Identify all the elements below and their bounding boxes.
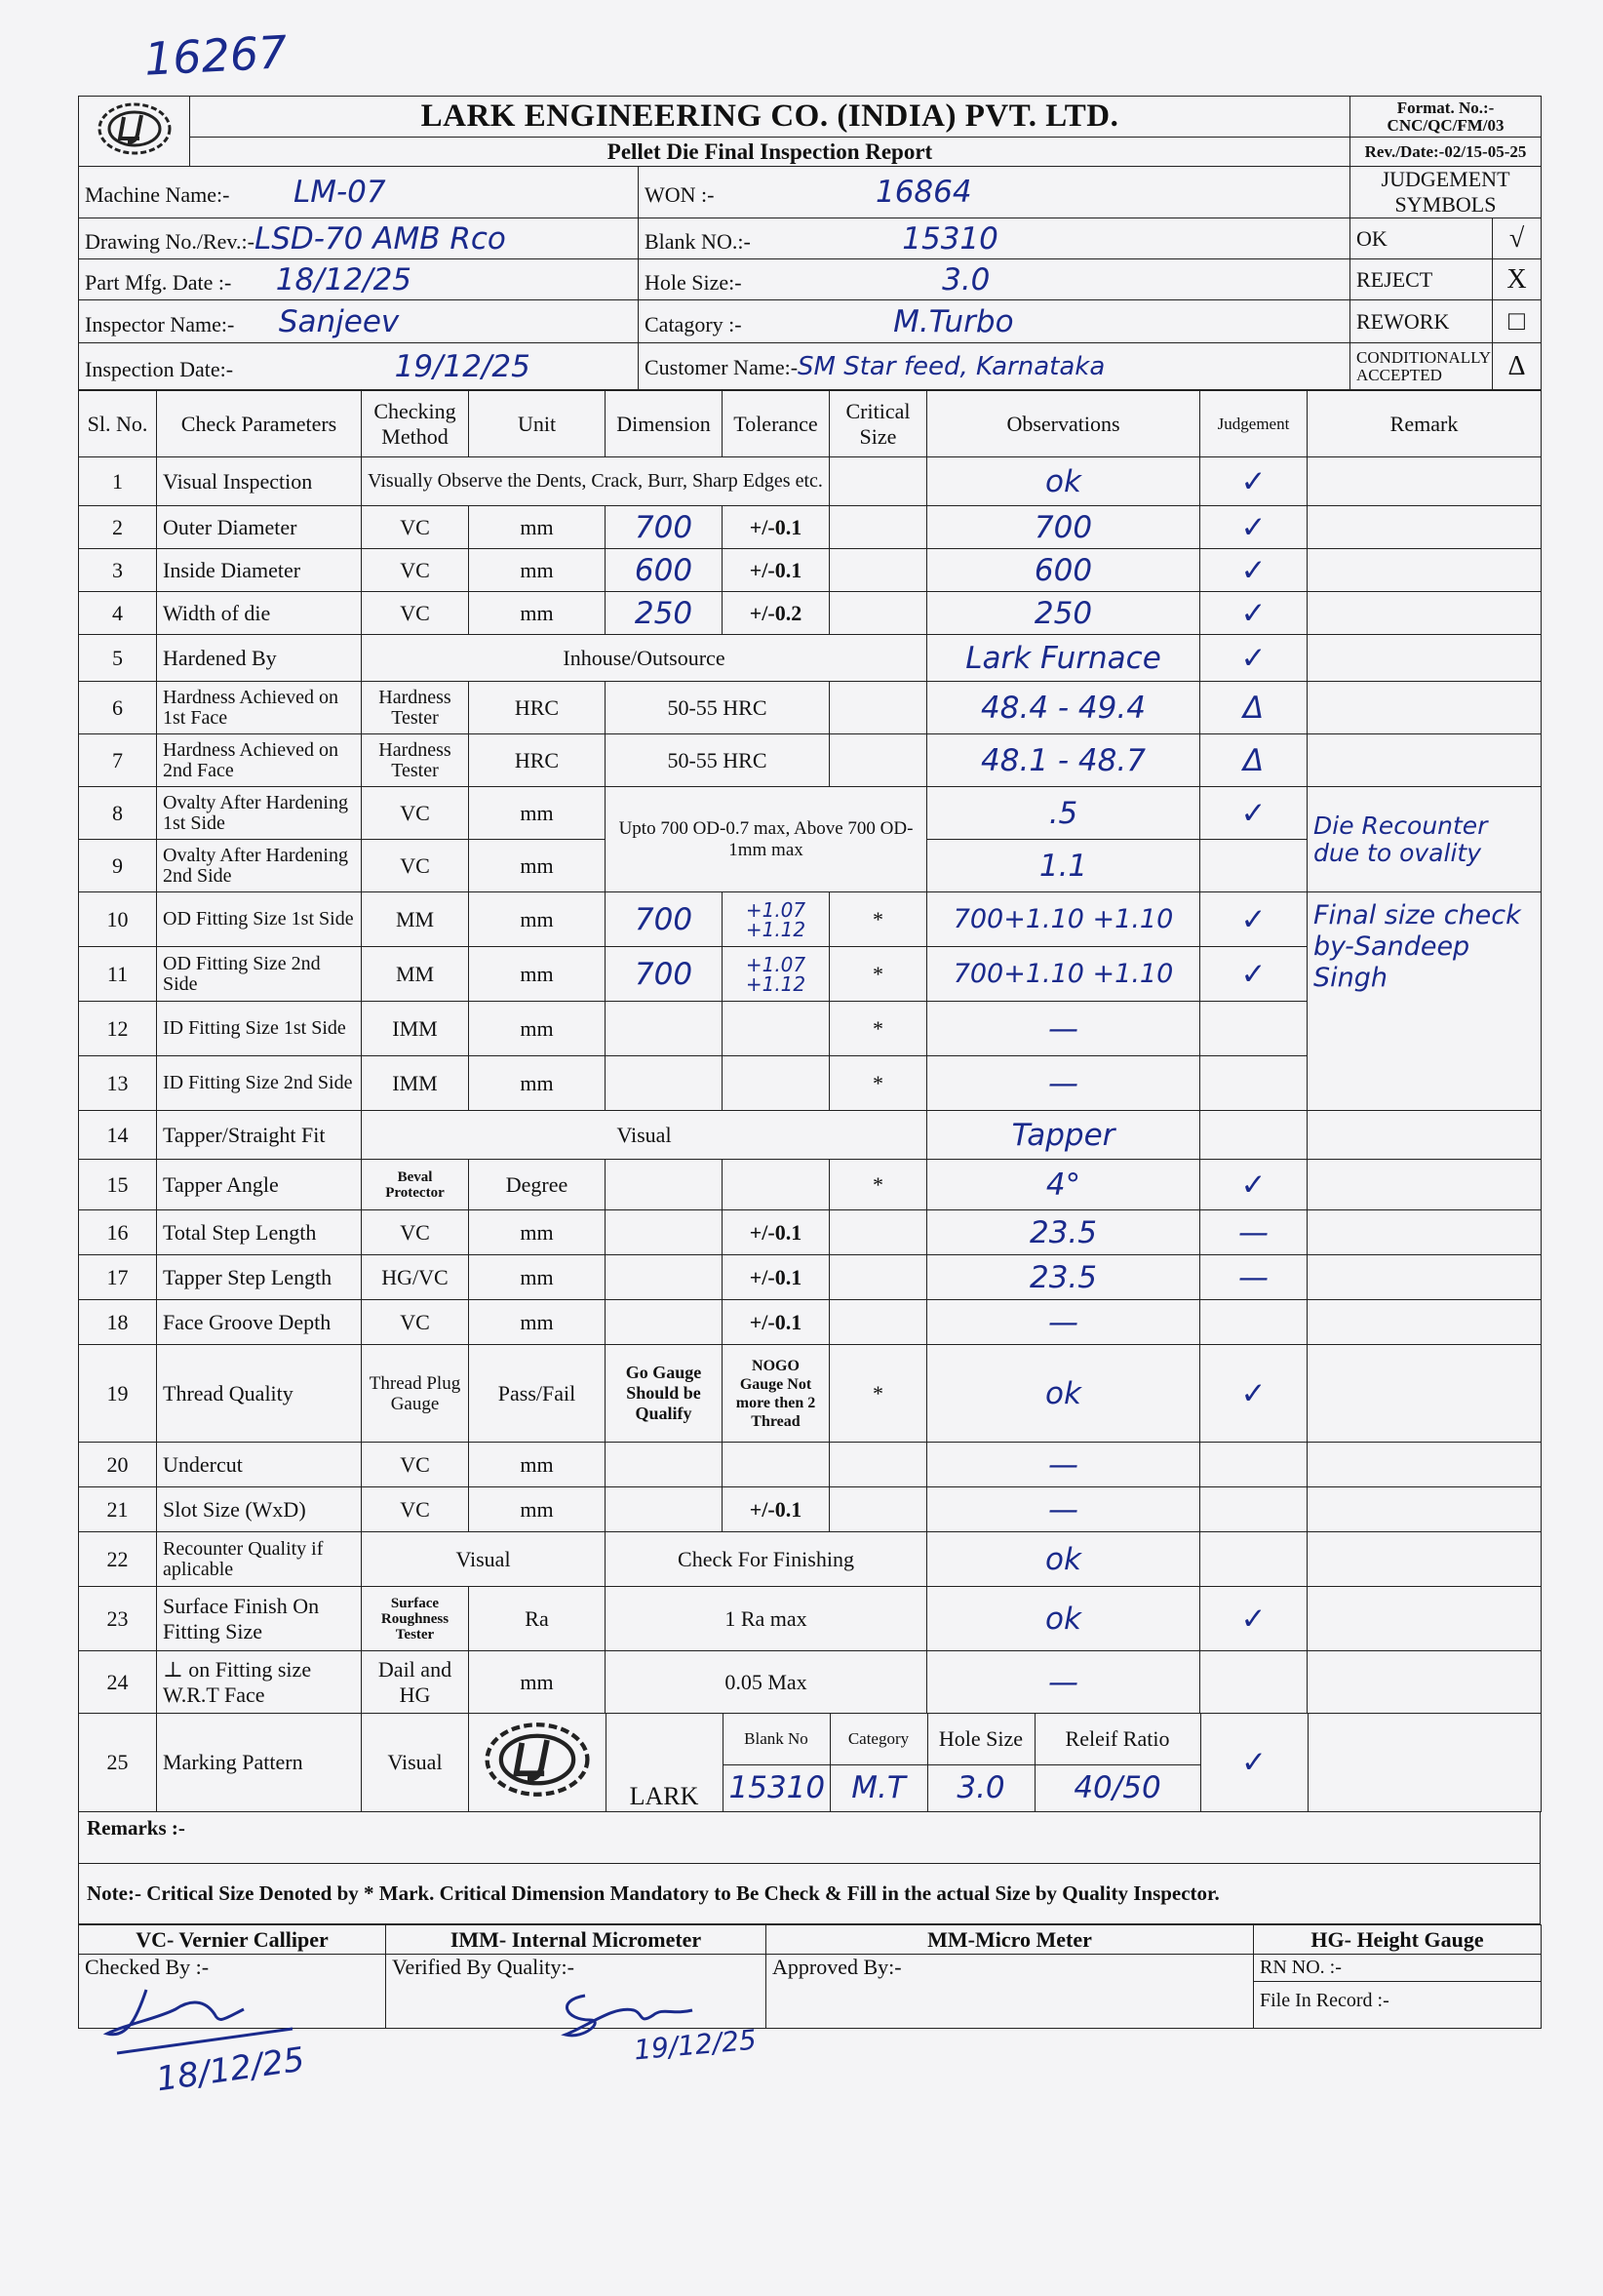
row-method: Dail and HG	[362, 1651, 469, 1714]
row-spec: 50-55 HRC	[606, 682, 830, 734]
row-method: Hardness Tester	[362, 734, 469, 787]
row-crit: *	[830, 947, 927, 1002]
row-obs: 1.1	[927, 840, 1200, 892]
row-sl: 7	[79, 734, 157, 787]
marking-category-value: M.T	[830, 1764, 927, 1811]
legend-hg: HG- Height Gauge	[1254, 1925, 1542, 1955]
row-dim: 700	[606, 506, 723, 549]
row-unit: Ra	[469, 1587, 606, 1651]
row-unit: mm	[469, 1210, 606, 1255]
row-spec: 1 Ra max	[606, 1587, 927, 1651]
row-unit: HRC	[469, 734, 606, 787]
row-judge: —	[1200, 1210, 1308, 1255]
row-param: Visual Inspection	[157, 457, 362, 506]
row-sl: 13	[79, 1056, 157, 1111]
table-row	[79, 635, 1542, 682]
row-judge: ✓	[1200, 787, 1308, 840]
row-obs: 250	[927, 592, 1200, 635]
row-sl: 10	[79, 892, 157, 947]
row-param: Undercut	[157, 1443, 362, 1487]
mfg-date: Part Mfg. Date :- 18/12/25	[79, 259, 639, 300]
marking-blank-label: Blank No	[723, 1714, 830, 1764]
row-sl: 18	[79, 1300, 157, 1345]
machine-name: Machine Name:- LM-07	[79, 167, 639, 218]
row-unit: mm	[469, 840, 606, 892]
row-unit: mm	[469, 1255, 606, 1300]
symbol-ok-label: OK	[1350, 218, 1493, 259]
column-header-row	[79, 391, 1542, 457]
row-obs: —	[927, 1651, 1200, 1714]
report-title: Pellet Die Final Inspection Report	[190, 138, 1350, 167]
rev-date: Rev./Date:-02/15-05-25	[1350, 138, 1542, 167]
row-method: VC	[362, 840, 469, 892]
row-judge: ✓	[1200, 1587, 1308, 1651]
row-sl: 24	[79, 1651, 157, 1714]
row-tol: +/-0.1	[723, 1210, 830, 1255]
row-param: Ovalty After Hardening 2nd Side	[157, 840, 362, 892]
row-method: VC	[362, 549, 469, 592]
row-judge: ✓	[1200, 549, 1308, 592]
col-dimension: Dimension	[606, 391, 723, 457]
row-param: Face Groove Depth	[157, 1300, 362, 1345]
symbol-reject: X	[1493, 259, 1542, 300]
marking-hole-label: Hole Size	[927, 1714, 1035, 1764]
row-judge: Δ	[1200, 734, 1308, 787]
row-sl: 1	[79, 457, 157, 506]
symbol-rework-label: REWORK	[1350, 300, 1493, 343]
row-param: Thread Quality	[157, 1345, 362, 1443]
table-row	[79, 506, 1542, 549]
row-crit: *	[830, 1345, 927, 1443]
row-spec: 0.05 Max	[606, 1651, 927, 1714]
row-obs: —	[927, 1300, 1200, 1345]
row-obs: 600	[927, 549, 1200, 592]
col-remark: Remark	[1308, 391, 1542, 457]
row-judge: ✓	[1200, 592, 1308, 635]
blank-no: Blank NO.:- 15310	[639, 218, 1350, 259]
row-method: Visual	[362, 1532, 606, 1587]
won: WON :- 16864	[639, 167, 1350, 218]
row-param: Inside Diameter	[157, 549, 362, 592]
row-judge: ✓	[1200, 506, 1308, 549]
hole-size: Hole Size:- 3.0	[639, 259, 1350, 300]
row-param: OD Fitting Size 2nd Side	[157, 947, 362, 1002]
row-method: Visual	[362, 1714, 469, 1812]
judgement-symbols-title: JUDGEMENT SYMBOLS	[1350, 167, 1542, 218]
row-unit: mm	[469, 947, 606, 1002]
row-sl: 5	[79, 635, 157, 682]
row-unit: mm	[469, 592, 606, 635]
remark-recounter: Die Recounter due to ovality	[1308, 787, 1542, 892]
document-number: 16267	[142, 25, 289, 86]
table-row	[79, 734, 1542, 787]
marking-hole-value: 3.0	[927, 1764, 1035, 1811]
row-param: Ovalty After Hardening 1st Side	[157, 787, 362, 840]
symbol-rework: □	[1493, 300, 1542, 343]
row-sl: 21	[79, 1487, 157, 1532]
col-critical: Critical Size	[830, 391, 927, 457]
row-judge: Δ	[1200, 682, 1308, 734]
row-unit: mm	[469, 1002, 606, 1056]
table-row	[79, 1345, 1542, 1443]
company-logo	[79, 97, 190, 167]
row-method: Visually Observe the Dents, Crack, Burr, Sharp Edges etc.	[362, 457, 830, 506]
row-obs: 48.1 - 48.7	[927, 734, 1200, 787]
row-dim: 250	[606, 592, 723, 635]
row-param: Surface Finish On Fitting Size	[157, 1587, 362, 1651]
col-param: Check Parameters	[157, 391, 362, 457]
row-obs: ok	[927, 1532, 1200, 1587]
row-obs: —	[927, 1056, 1200, 1111]
table-row	[79, 787, 1542, 840]
col-sl: Sl. No.	[79, 391, 157, 457]
row-method: VC	[362, 1300, 469, 1345]
row-unit: mm	[469, 1300, 606, 1345]
row-sl: 3	[79, 549, 157, 592]
row-dim: 700	[606, 947, 723, 1002]
row-sl: 12	[79, 1002, 157, 1056]
row-method: HG/VC	[362, 1255, 469, 1300]
row-sl: 6	[79, 682, 157, 734]
row-unit: Pass/Fail	[469, 1345, 606, 1443]
row-tol: +/-0.1	[723, 506, 830, 549]
row-method: Surface Roughness Tester	[362, 1587, 469, 1651]
table-row	[79, 1651, 1542, 1714]
row-param: ⊥ on Fitting size W.R.T Face	[157, 1651, 362, 1714]
row-method: Beval Protector	[362, 1160, 469, 1210]
approved-by: Approved By:-	[766, 1955, 1254, 2029]
row-sl: 25	[79, 1714, 157, 1812]
rn-no: RN NO. :-	[1254, 1955, 1541, 1982]
row-unit: mm	[469, 506, 606, 549]
symbol-reject-label: REJECT	[1350, 259, 1493, 300]
symbol-ok: √	[1493, 218, 1542, 259]
company-name: LARK ENGINEERING CO. (INDIA) PVT. LTD.	[190, 97, 1350, 138]
row-param: Hardened By	[157, 635, 362, 682]
checked-date: 18/12/25	[153, 2039, 307, 2100]
row-tol: +1.07 +1.12	[723, 892, 830, 947]
row-unit: mm	[469, 787, 606, 840]
row-method: Visual	[362, 1111, 927, 1160]
col-method: Checking Method	[362, 391, 469, 457]
table-row	[79, 1714, 1542, 1812]
header-table	[78, 96, 1542, 390]
row-method: IMM	[362, 1056, 469, 1111]
row-judge: ✓	[1200, 1345, 1308, 1443]
row-sl: 14	[79, 1111, 157, 1160]
remark-final-size: Final size check by-Sandeep Singh	[1308, 892, 1542, 1111]
row-method: Inhouse/Outsource	[362, 635, 927, 682]
row-obs: 23.5	[927, 1255, 1200, 1300]
row-sl: 11	[79, 947, 157, 1002]
lark-logo-icon	[479, 1721, 596, 1799]
row-obs: 23.5	[927, 1210, 1200, 1255]
row-param: Total Step Length	[157, 1210, 362, 1255]
row-unit: mm	[469, 549, 606, 592]
row-obs: 700+1.10 +1.10	[927, 947, 1200, 1002]
table-row	[79, 1210, 1542, 1255]
remarks-label: Remarks :-	[78, 1812, 1541, 1864]
row-obs: 48.4 - 49.4	[927, 682, 1200, 734]
row-param: OD Fitting Size 1st Side	[157, 892, 362, 947]
symbol-cond-label: CONDITIONALLY ACCEPTED	[1350, 343, 1493, 390]
row-sl: 20	[79, 1443, 157, 1487]
marking-subtable	[469, 1714, 1541, 1811]
row-param: Outer Diameter	[157, 506, 362, 549]
row-unit: mm	[469, 1487, 606, 1532]
record-cell	[1254, 1955, 1542, 2029]
row-judge: —	[1200, 1255, 1308, 1300]
row-param: ID Fitting Size 2nd Side	[157, 1056, 362, 1111]
marking-relief-label: Releif Ratio	[1035, 1714, 1200, 1764]
table-row	[79, 1255, 1542, 1300]
row-method: VC	[362, 1443, 469, 1487]
row-obs: ok	[927, 1345, 1200, 1443]
row-dim: 600	[606, 549, 723, 592]
row-tol: +/-0.1	[723, 1300, 830, 1345]
row-method: VC	[362, 1210, 469, 1255]
row-crit: *	[830, 1056, 927, 1111]
col-judgement: Judgement	[1200, 391, 1308, 457]
row-obs: ok	[927, 457, 1200, 506]
row-obs: 4°	[927, 1160, 1200, 1210]
row-method: VC	[362, 506, 469, 549]
legend-mm: MM-Micro Meter	[766, 1925, 1254, 1955]
table-row	[79, 1587, 1542, 1651]
row-obs: 700+1.10 +1.10	[927, 892, 1200, 947]
col-tolerance: Tolerance	[723, 391, 830, 457]
row-crit: *	[830, 892, 927, 947]
row-obs: —	[927, 1487, 1200, 1532]
row-param: Tapper/Straight Fit	[157, 1111, 362, 1160]
row-crit: *	[830, 1002, 927, 1056]
table-row	[79, 682, 1542, 734]
marking-pattern	[469, 1714, 1542, 1812]
symbol-cond: Δ	[1493, 343, 1542, 390]
row-method: MM	[362, 892, 469, 947]
row-sl: 8	[79, 787, 157, 840]
row-method: IMM	[362, 1002, 469, 1056]
row-obs: Lark Furnace	[927, 635, 1200, 682]
marking-category-label: Category	[830, 1714, 927, 1764]
marking-blank-value: 15310	[723, 1764, 830, 1811]
table-row	[79, 457, 1542, 506]
row-param: Tapper Angle	[157, 1160, 362, 1210]
col-observations: Observations	[927, 391, 1200, 457]
row-dim: Go Gauge Should be Qualify	[606, 1345, 723, 1443]
legend-imm: IMM- Internal Micrometer	[386, 1925, 766, 1955]
table-row	[79, 1487, 1542, 1532]
table-row	[79, 1443, 1542, 1487]
category: Catagory :- M.Turbo	[639, 300, 1350, 343]
row-judge: ✓	[1200, 1160, 1308, 1210]
verified-by: Verified By Quality:-	[386, 1955, 766, 2029]
row-sl: 15	[79, 1160, 157, 1210]
row-spec: 50-55 HRC	[606, 734, 830, 787]
row-unit: mm	[469, 1651, 606, 1714]
drawing-no: Drawing No./Rev.:-LSD-70 AMB Rco	[79, 218, 639, 259]
table-row	[79, 1300, 1542, 1345]
row-judge: ✓	[1200, 947, 1308, 1002]
row-obs: ok	[927, 1587, 1200, 1651]
row-sl: 23	[79, 1587, 157, 1651]
table-row	[79, 892, 1542, 947]
row-sl: 22	[79, 1532, 157, 1587]
row-dim: 700	[606, 892, 723, 947]
row-param: Marking Pattern	[157, 1714, 362, 1812]
format-number: Format. No.:-CNC/QC/FM/03	[1350, 97, 1542, 138]
row-param: Width of die	[157, 592, 362, 635]
row-spec: Upto 700 OD-0.7 max, Above 700 OD-1mm max	[606, 787, 927, 892]
row-method: MM	[362, 947, 469, 1002]
row-sl: 16	[79, 1210, 157, 1255]
table-row	[79, 592, 1542, 635]
inspection-date: Inspection Date:- 19/12/25	[79, 343, 639, 390]
row-tol: +/-0.1	[723, 549, 830, 592]
inspection-table	[78, 390, 1542, 1812]
marking-relief-value: 40/50	[1035, 1764, 1200, 1811]
row-obs: —	[927, 1002, 1200, 1056]
row-tol: +/-0.1	[723, 1255, 830, 1300]
row-sl: 2	[79, 506, 157, 549]
customer-name: Customer Name:-SM Star feed, Karnataka	[639, 343, 1350, 390]
row-param: ID Fitting Size 1st Side	[157, 1002, 362, 1056]
row-unit: mm	[469, 1056, 606, 1111]
row-unit: Degree	[469, 1160, 606, 1210]
row-method: Hardness Tester	[362, 682, 469, 734]
row-obs: Tapper	[927, 1111, 1200, 1160]
row-sl: 19	[79, 1345, 157, 1443]
row-unit: mm	[469, 892, 606, 947]
row-judge: ✓	[1200, 457, 1308, 506]
legend-vc: VC- Vernier Calliper	[79, 1925, 386, 1955]
row-sl: 4	[79, 592, 157, 635]
row-method: VC	[362, 787, 469, 840]
row-sl: 17	[79, 1255, 157, 1300]
table-row	[79, 1532, 1542, 1587]
row-judge: ✓	[1200, 635, 1308, 682]
marking-judge: ✓	[1200, 1714, 1308, 1811]
col-unit: Unit	[469, 391, 606, 457]
row-obs: .5	[927, 787, 1200, 840]
row-judge: ✓	[1200, 892, 1308, 947]
marking-lark: LARK	[606, 1714, 723, 1811]
table-row	[79, 1160, 1542, 1210]
checked-by: Checked By :-	[79, 1955, 386, 2029]
row-param: Recounter Quality if aplicable	[157, 1532, 362, 1587]
file-in-record: File In Record :-	[1260, 1990, 1389, 2011]
inspector-name: Inspector Name:- Sanjeev	[79, 300, 639, 343]
row-param: Hardness Achieved on 1st Face	[157, 682, 362, 734]
row-tol: +/-0.2	[723, 592, 830, 635]
row-method: Thread Plug Gauge	[362, 1345, 469, 1443]
row-spec: Check For Finishing	[606, 1532, 927, 1587]
row-method: VC	[362, 1487, 469, 1532]
row-tol: +1.07 +1.12	[723, 947, 830, 1002]
critical-note: Note:- Critical Size Denoted by * Mark. Critical Dimension Mandatory to Be Check & Fill in the actual Size by Quality Inspector.	[78, 1864, 1541, 1924]
row-sl: 9	[79, 840, 157, 892]
row-param: Slot Size (WxD)	[157, 1487, 362, 1532]
row-unit: mm	[469, 1443, 606, 1487]
row-param: Tapper Step Length	[157, 1255, 362, 1300]
row-param: Hardness Achieved on 2nd Face	[157, 734, 362, 787]
inspection-sheet	[78, 96, 1541, 2029]
table-row	[79, 1111, 1542, 1160]
row-obs: 700	[927, 506, 1200, 549]
row-unit: HRC	[469, 682, 606, 734]
row-obs: —	[927, 1443, 1200, 1487]
row-method: VC	[362, 592, 469, 635]
table-row	[79, 549, 1542, 592]
verified-date: 19/12/25	[632, 2023, 758, 2067]
lark-logo-icon	[97, 101, 173, 156]
row-tol: NOGO Gauge Not more then 2 Thread	[723, 1345, 830, 1443]
marking-logo	[469, 1714, 606, 1811]
row-crit: *	[830, 1160, 927, 1210]
row-tol: +/-0.1	[723, 1487, 830, 1532]
